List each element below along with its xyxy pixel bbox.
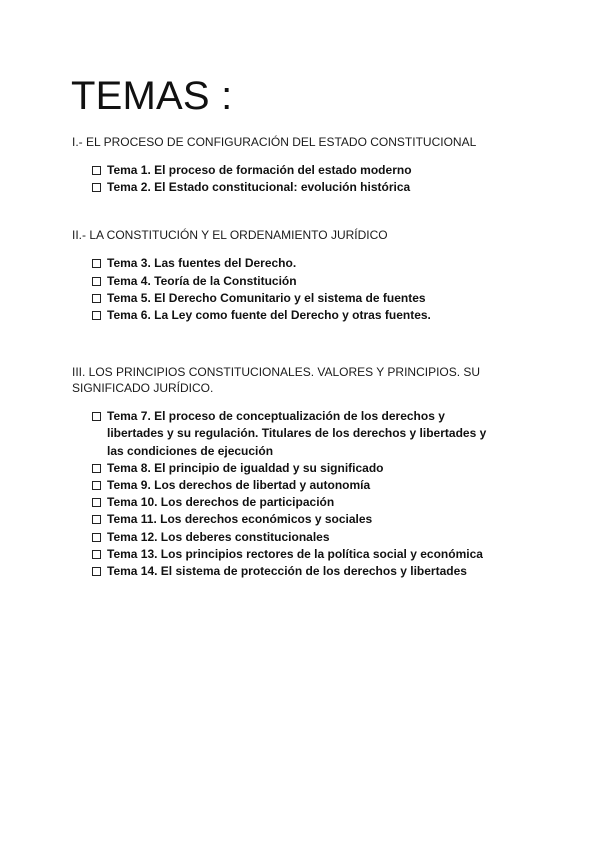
list-item [92, 290, 530, 307]
topic-label: Tema 2. El Estado constitucional: evolución histórica [107, 180, 411, 195]
topic-label: Tema 13. Los principios rectores de la política social y económica [107, 546, 483, 561]
topic-label: Tema 8. El principio de igualdad y su significado [107, 460, 384, 475]
topic-label: Tema 5. El Derecho Comunitario y el sistema de fuentes [107, 290, 426, 305]
list-item [92, 179, 530, 196]
list-item [92, 162, 530, 179]
list-item [92, 529, 502, 546]
list-item [92, 255, 530, 272]
checkbox-icon [92, 277, 101, 286]
section-heading: II.- LA CONSTITUCIÓN Y EL ORDENAMIENTO JURÍDICO [72, 228, 388, 243]
topic-label: Tema 11. Los derechos económicos y sociales [107, 512, 373, 527]
checkbox-icon [92, 294, 101, 303]
list-item [92, 477, 502, 494]
list-item [92, 494, 502, 511]
checkbox-icon [92, 498, 101, 507]
section-heading: III. LOS PRINCIPIOS CONSTITUCIONALES. VALORES Y PRINCIPIOS. SU SIGNIFICADO JURÍDICO. [72, 365, 481, 396]
checkbox-icon [92, 567, 101, 576]
topic-label: Tema 10. Los derechos de participación [107, 495, 335, 510]
checkbox-icon [92, 533, 101, 542]
list-item [92, 546, 502, 563]
checkbox-icon [92, 550, 101, 559]
topic-label: Tema 12. Los deberes constitucionales [107, 529, 330, 544]
checkbox-icon [92, 481, 101, 490]
list-item [92, 408, 502, 460]
section-3 [72, 364, 502, 580]
topic-label: Tema 3. Las fuentes del Derecho. [107, 256, 297, 271]
checkbox-icon [92, 412, 101, 421]
checkbox-icon [92, 311, 101, 320]
list-item [92, 460, 502, 477]
topic-list [72, 408, 502, 580]
topic-label: Tema 14. El sistema de protección de los derechos y libertades [107, 564, 467, 579]
topic-list [72, 162, 530, 196]
page-title: TEMAS : [71, 74, 233, 118]
topic-label: Tema 7. El proceso de conceptualización de los derechos y libertades y su regulación. Titulares de los derechos y libertades y las condiciones de ejecución [107, 409, 487, 458]
list-item [92, 307, 530, 324]
section-2 [72, 227, 530, 324]
list-item [92, 273, 530, 290]
topic-label: Tema 1. El proceso de formación del estado moderno [107, 163, 412, 177]
checkbox-icon [92, 464, 101, 473]
topic-list [72, 255, 530, 324]
topic-label: Tema 6. La Ley como fuente del Derecho y otras fuentes. [107, 308, 431, 323]
section-heading: I.- EL PROCESO DE CONFIGURACIÓN DEL ESTADO CONSTITUCIONAL [72, 135, 477, 149]
checkbox-icon [92, 166, 101, 175]
list-item [92, 563, 502, 580]
topic-label: Tema 9. Los derechos de libertad y autonomía [107, 478, 371, 493]
section-1 [72, 134, 530, 196]
checkbox-icon [92, 259, 101, 268]
list-item [92, 511, 502, 528]
checkbox-icon [92, 183, 101, 192]
checkbox-icon [92, 515, 101, 524]
topic-label: Tema 4. Teoría de la Constitución [107, 273, 297, 288]
